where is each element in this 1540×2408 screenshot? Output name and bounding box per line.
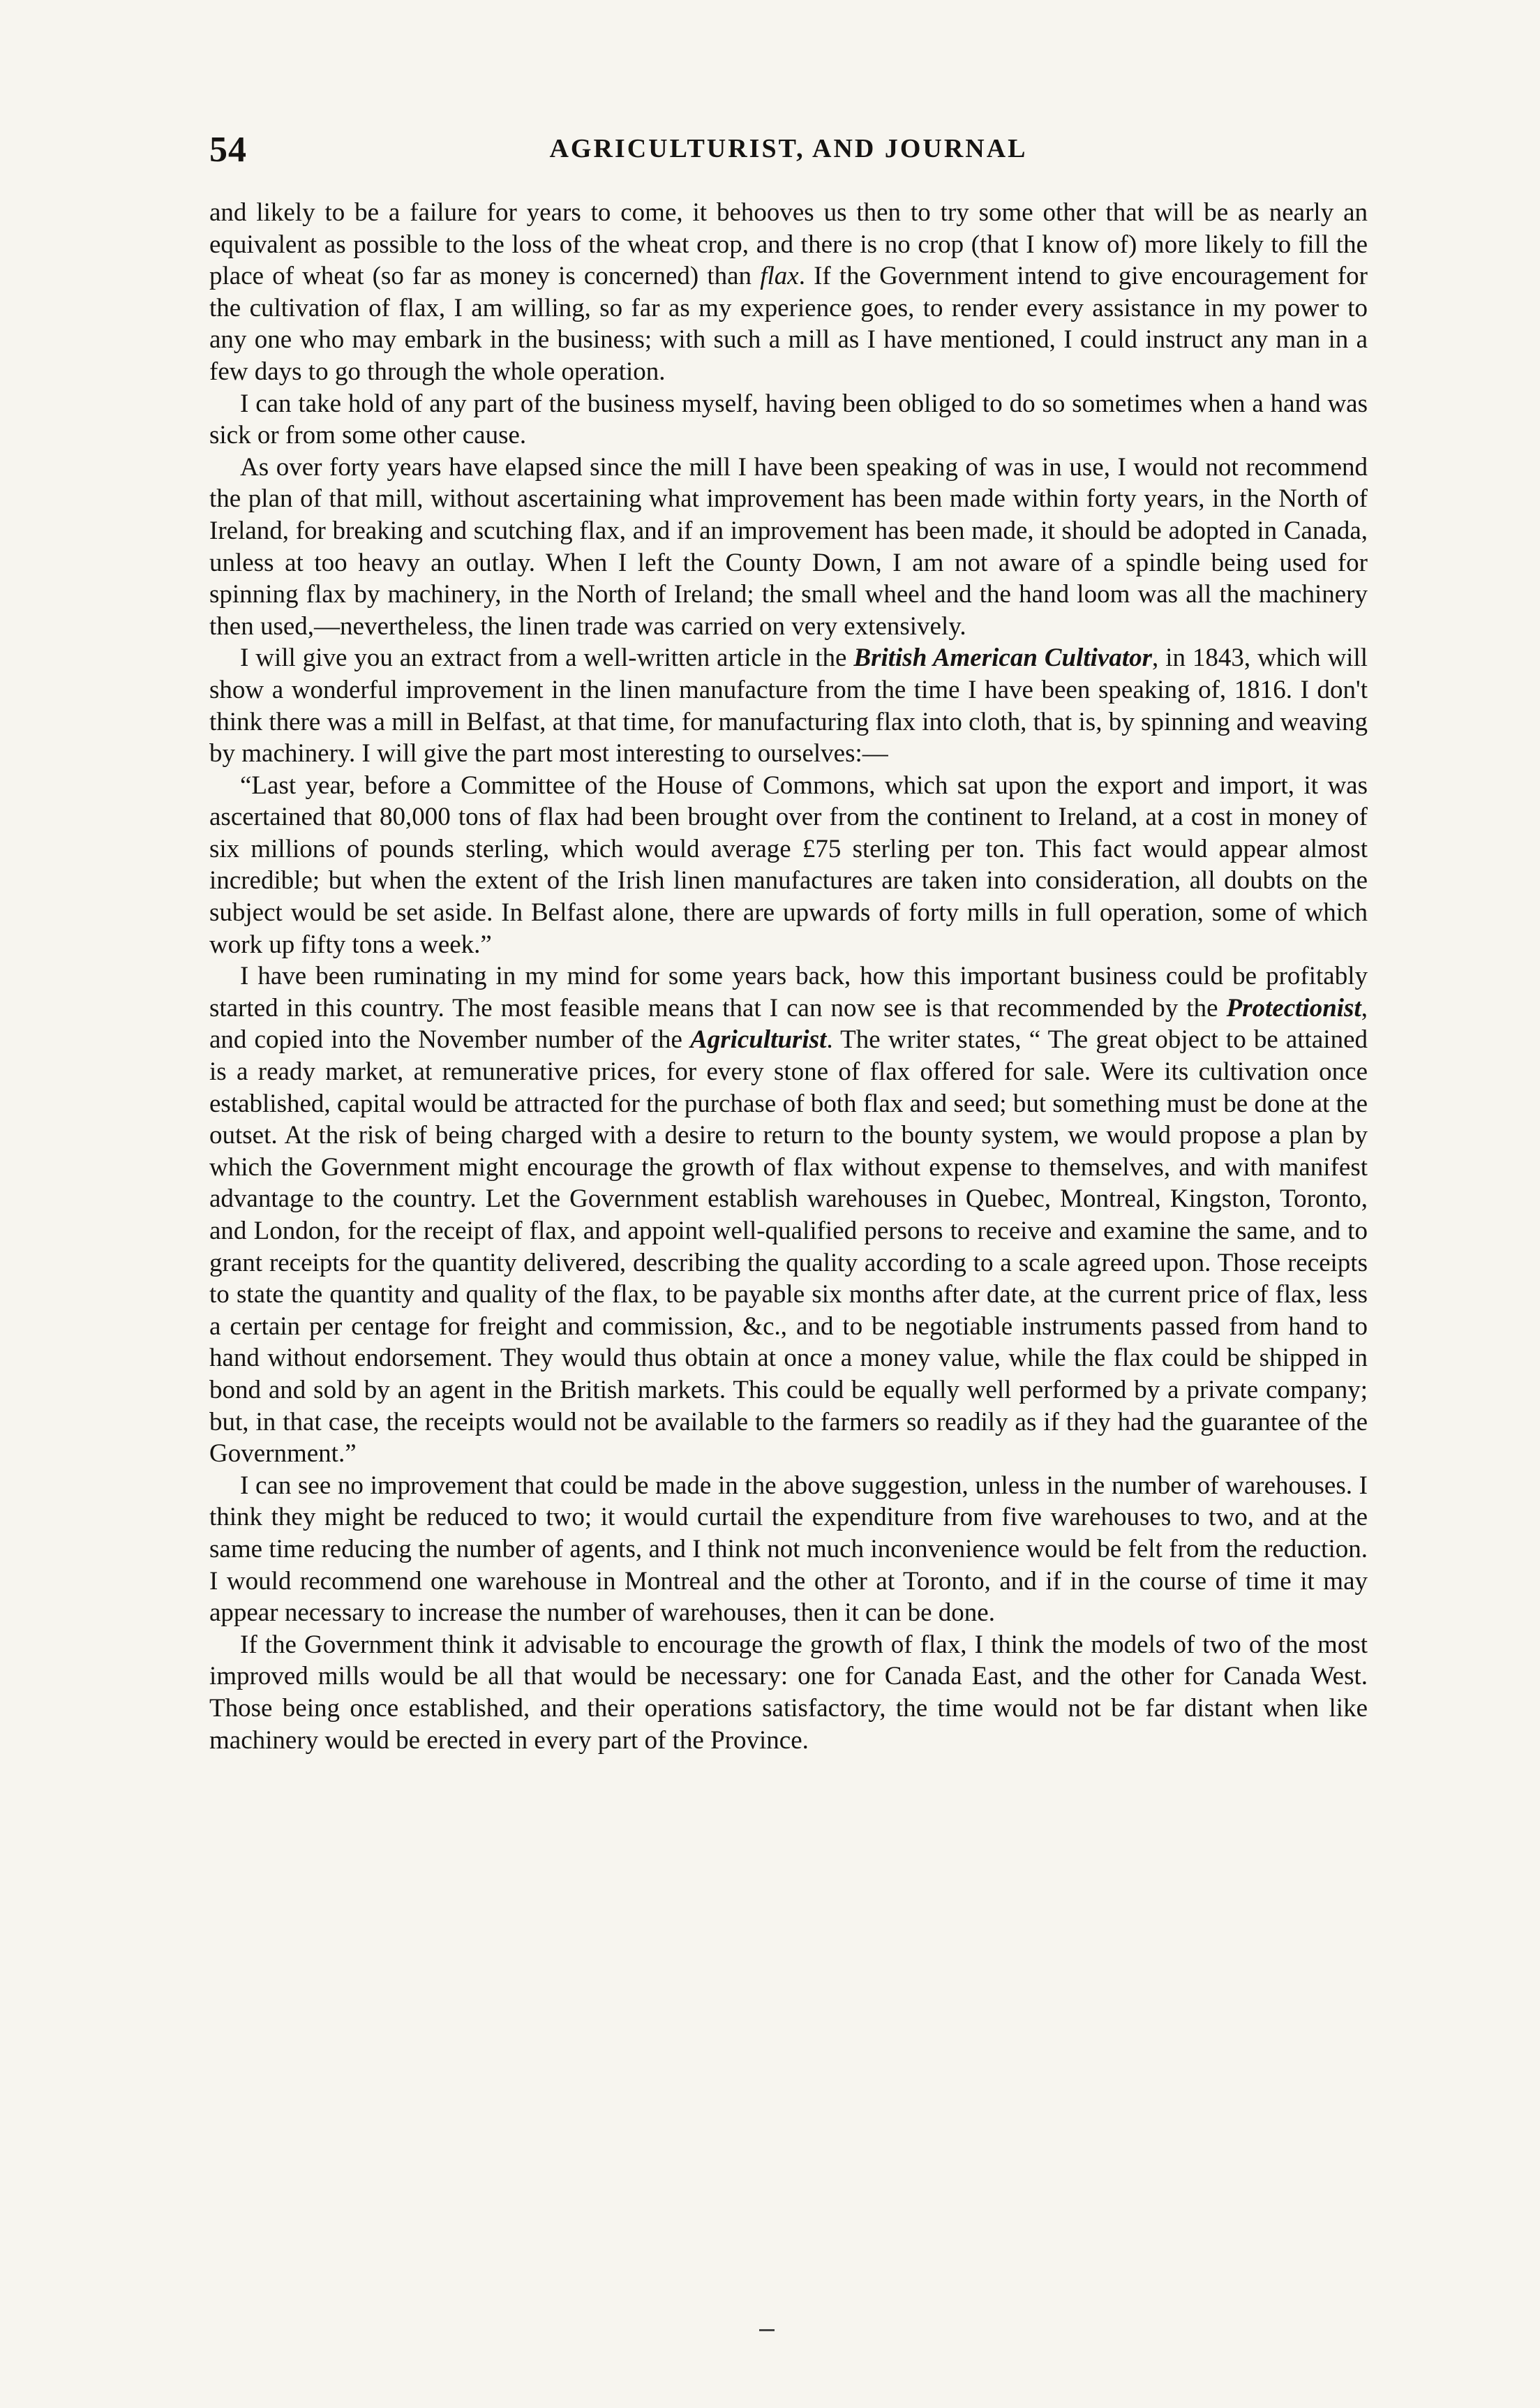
text-run: If the Government think it advisable to encourage the growth of flax, I think the models of two of the most improved mills would be all that would be necessary: one for Canada East, and the other for Canada West. Those being once established, and their operations satisfactory, the time would not be far distant when like machinery would be erected in every part of the Province. (209, 1630, 1368, 1755)
emphasis-text: Protectionist (1226, 993, 1361, 1023)
quoted-paragraph (209, 770, 1368, 961)
end-mark (759, 2329, 775, 2331)
paragraph (209, 642, 1368, 769)
text-run: , and copied into the November number of the (209, 993, 1368, 1055)
text-run: , in 1843, which will show a wonderful improvement in the linen manufacture from the time I have been speaking of, 1816. I don't think there was a mill in Belfast, at that time, for manufacturing flax into cloth, that is, by spinning and weaving by machinery. I will give the part most interesting to ourselves:— (209, 644, 1368, 768)
paragraph (209, 1629, 1368, 1756)
paragraph (209, 388, 1368, 452)
running-head: AGRICULTURIST, AND JOURNAL (549, 134, 1028, 163)
paragraph (209, 960, 1368, 1470)
text-run: I have been ruminating in my mind for some years back, how this important business could be profitably started in this country. The most feasible means that I can now see is that recommended by the (209, 962, 1368, 1023)
text-run: I can see no improvement that could be made in the above suggestion, unless in the number of warehouses. I think they might be reduced to two; it would curtail the expenditure from five warehouses to two, and at the same time reducing the number of agents, and I think not much inconvenience would be felt from the reduction. I would recommend one warehouse in Montreal and the other at Toronto, and if in the course of time it may appear necessary to increase the number of warehouses, then it can be done. (209, 1471, 1368, 1628)
page-number: 54 (209, 130, 247, 170)
text-run: . The writer states, “ The great object to be attained is a ready market, at remunerative prices, for every stone of flax offered for sale. Were its cultivation once established, capital would be attracted for the purchase of both flax and seed; but something must be done at the outset. At the risk of being charged with a desire to return to the bounty system, we would propose a plan by which the Government might encourage the growth of flax without expense to themselves, and with manifest advantage to the country. Let the Government establish warehouses in Quebec, Montreal, Kingston, Toronto, and London, for the receipt of flax, and appoint well-qualified persons to receive and examine the same, and to grant receipts for the quantity delivered, describing the quality according to a scale agreed upon. Those receipts to state the quantity and quality of the flax, to be payable six months after date, at the current price of flax, less a certain per centage for freight and commission, &c., and to be negotiable instruments passed from hand to hand without endorsement. They would thus obtain at once a money value, while the flax could be shipped in bond and sold by an agent in the British markets. This could be equally well performed by a private company; but, in that case, the receipts would not be available to the farmers so readily as if they had the guarantee of the Government.” (209, 1025, 1368, 1469)
emphasis-text: flax (760, 262, 799, 291)
paragraph (209, 197, 1368, 388)
body-text (209, 197, 1368, 1756)
text-run: “Last year, before a Committee of the House of Commons, which sat upon the export and import, it was ascertained that 80,000 tons of flax had been brought over from the continent to Ireland, at a cost in money of six millions of pounds sterling, which would average £75 sterling per ton. This fact would appear almost incredible; but when the extent of the Irish linen manufactures are taken into consideration, all doubts on the subject would be set aside. In Belfast alone, there are upwards of forty mills in full operation, some of which work up fifty tons a week.” (209, 771, 1368, 959)
emphasis-text: British American Cultivator (853, 644, 1153, 673)
text-run: As over forty years have elapsed since the mill I have been speaking of was in use, I would not recommend the plan of that mill, without ascertaining what improvement has been made within forty years, in the North of Ireland, for breaking and scutching flax, and if an improvement has been made, it should be adopted in Canada, unless at too heavy an outlay. When I left the County Down, I am not aware of a spindle being used for spinning flax by machinery, in the North of Ireland; the small wheel and the hand loom was all the machinery then used,—nevertheless, the linen trade was carried on very extensively. (209, 452, 1368, 641)
page-header (209, 129, 1368, 171)
paragraph (209, 452, 1368, 643)
text-run: I will give you an extract from a well-written article in the (240, 644, 854, 673)
text-run: and likely to be a failure for years to come, it behooves us then to try some other that will be as nearly an equivalent as possible to the loss of the wheat crop, and there is no crop (that I know of) more likely to fill the place of wheat (so far as money is concerned) than (209, 198, 1368, 291)
text-run: . If the Government intend to give encouragement for the cultivation of flax, I am willing, so far as my experience goes, to render every assistance in my power to any one who may embark in the business; with such a mill as I have mentioned, I could instruct any man in a few days to go through the whole operation. (209, 262, 1368, 386)
emphasis-text: Agriculturist (690, 1025, 827, 1055)
text-run: I can take hold of any part of the business myself, having been obliged to do so sometimes when a hand was sick or from some other cause. (209, 389, 1368, 450)
paragraph (209, 1470, 1368, 1629)
